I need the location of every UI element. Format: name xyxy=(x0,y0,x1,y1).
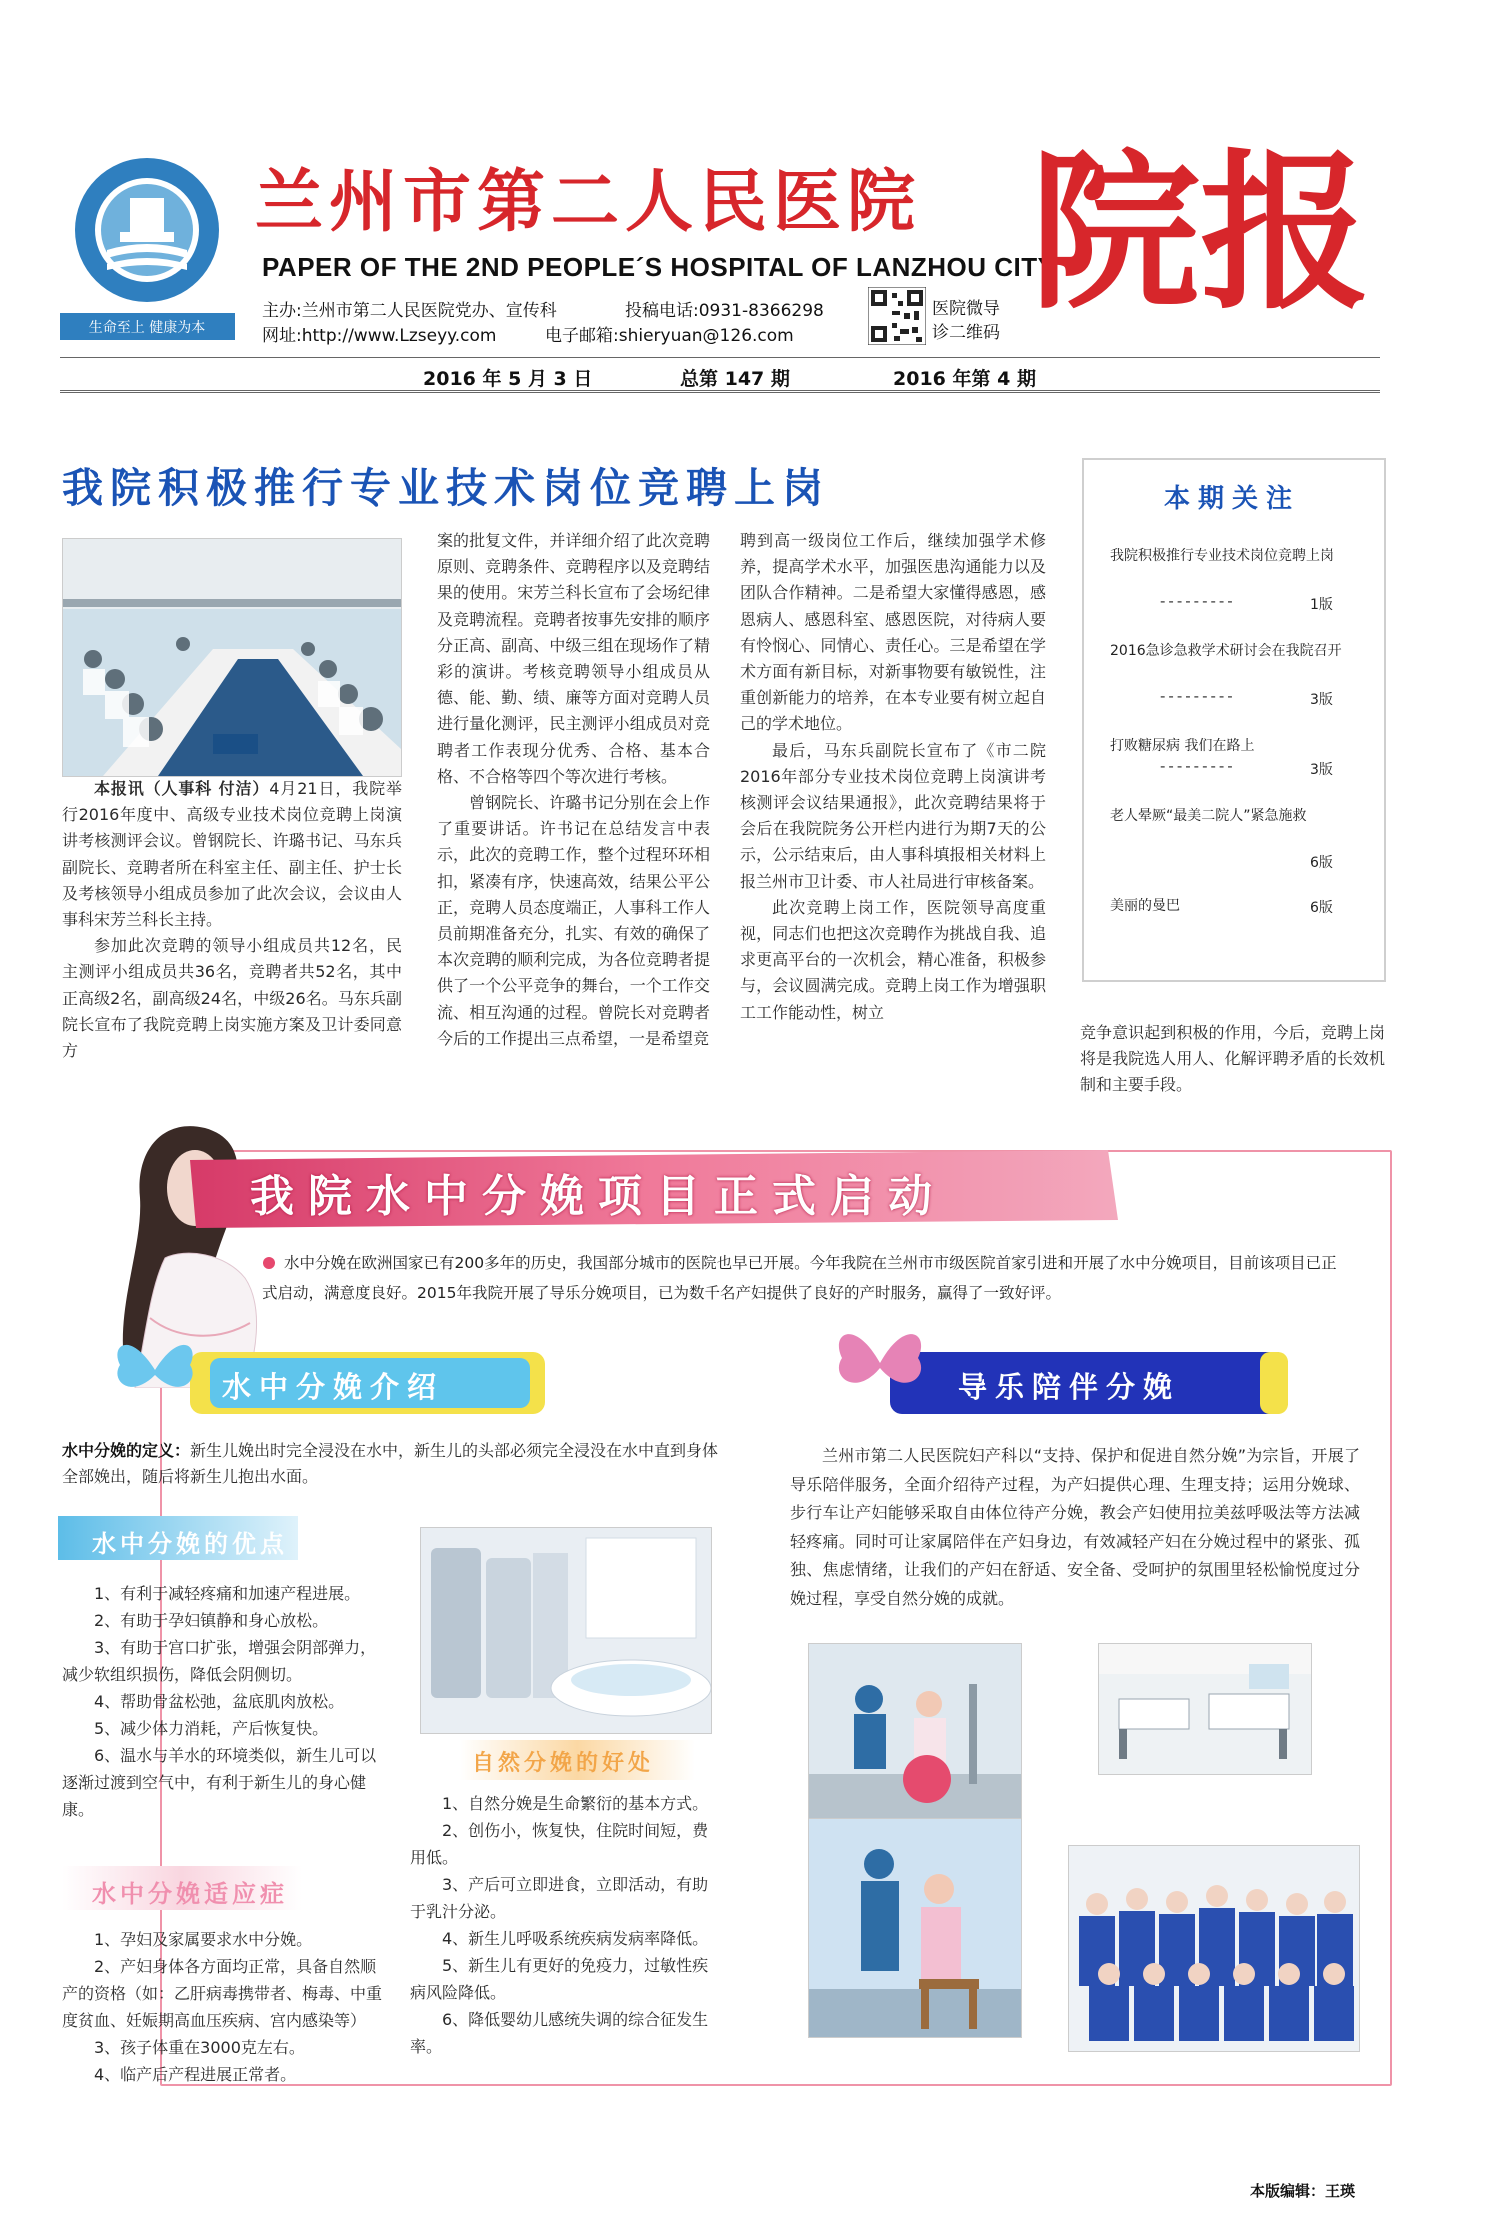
list-item: 2、创伤小，恢复快，住院时间短，费用低。 xyxy=(410,1821,709,1867)
hospital-logo xyxy=(60,150,235,340)
highlight-item[interactable]: 美丽的曼巴 xyxy=(1110,898,1180,914)
article-paragraph: 4月21日，我院举行2016年度中、高级专业技术岗位竞聘上岗演讲考核测评会议。曾钢院长、许璐书记、马东兵副院长、竞聘者所在科室主任、副主任、护士长及考核领导小组成员参加了此次会议，会议由人事科宋芳兰科长主持。 xyxy=(62,779,402,930)
indications-heading: 水中分娩适应症 xyxy=(92,1880,288,1908)
advantages-heading: 水中分娩的优点 xyxy=(92,1530,288,1558)
leader-dots: --------- xyxy=(1160,757,1236,775)
issue-number: 2016 年第 4 期 xyxy=(893,368,1036,390)
highlight-item[interactable]: 2016急诊急救学术研讨会在我院召开 xyxy=(1110,643,1342,659)
highlights-title: 本期关注 xyxy=(1163,484,1300,514)
definition-text: 新生儿娩出时完全浸没在水中，新生儿的头部必须完全浸没在水中直到身体全部娩出，随后将新生儿抱出水面。 xyxy=(62,1441,719,1486)
natural-heading: 自然分娩的好处 xyxy=(472,1751,655,1776)
hospital-name-en: PAPER OF THE 2ND PEOPLE´S HOSPITAL OF LANZHOU CITY xyxy=(262,252,1056,282)
list-item: 3、有助于宫口扩张，增强会阴部弹力，减少软组织损伤，降低会阴侧切。 xyxy=(62,1638,377,1684)
article-paragraph: 曾钢院长、许璐书记分别在会上作了重要讲话。许书记在总结发言中表示，此次的竞聘工作，整个过程环环相扣，紧凑有序，快速高效，结果公平公正，竞聘人员态度端正，人事科工作人员前期准备充分，扎实、有效的确保了本次竞聘的顺利完成，为各位竞聘者提供了一个公平竞争的舞台，一个工作交流、相互沟通的过程。曾院长对竞聘者今后的工作提出三点希望，一是希望竞 xyxy=(437,793,710,1048)
qr-label: 医院微导 xyxy=(932,299,1000,319)
highlight-page: 6版 xyxy=(1310,900,1333,916)
list-item: 6、降低婴幼儿感统失调的综合征发生率。 xyxy=(410,2010,709,2056)
highlight-page: 3版 xyxy=(1310,692,1333,708)
highlight-item[interactable]: 打败糖尿病 我们在路上 xyxy=(1110,738,1255,754)
doula-support-photo xyxy=(808,1818,1022,2038)
highlight-page: 1版 xyxy=(1310,597,1333,613)
hospital-name: 兰州市第二人民医院 xyxy=(255,162,922,242)
website-link[interactable]: 网址:http://www.Lzseyy.com xyxy=(262,326,497,346)
doula-text: 兰州市第二人民医院妇产科以“支持、保护和促进自然分娩”为宗旨，开展了导乐陪伴服务，全面介绍待产过程，为产妇提供心理、生理支持；运用分娩球、步行车让产妇能够采取自由体位待产分娩，教会产妇使用拉美兹呼吸法等方法减轻疼痛。同时可让家属陪伴在产妇身边，有效减轻产妇在分娩过程中的紧张、孤独、焦虑情绪，让我们的产妇在舒适、安全备、受呵护的氛围里轻松愉悦度过分娩过程，享受自然分娩的成就。 xyxy=(790,1446,1360,1608)
article-paragraph: 最后，马东兵副院长宣布了《市二院2016年部分专业技术岗位竞聘上岗演讲考核测评会议结果通报》，此次竞聘结果将于会后在我院院务公开栏内进行为期7天的公示，公示结束后，由人事科填报相关材料上报兰州市卫计委、市人社局进行审核备案。 xyxy=(740,740,1046,891)
list-item: 1、孕妇及家属要求水中分娩。 xyxy=(94,1930,313,1949)
birthing-pool-photo xyxy=(420,1527,712,1734)
waterbirth-intro: 水中分娩在欧洲国家已有200多年的历史，我国部分城市的医院也早已开展。今年我院在兰州市市级医院首家引进和开展了水中分娩项目，目前该项目已正式启动，满意度良好。2015年我院开展了导乐分娩项目，已为数千名产妇提供了良好的产时服务，赢得了一致好评。 xyxy=(262,1254,1337,1302)
article-headline: 我院积极推行专业技术岗位竞聘上岗 xyxy=(62,464,830,512)
list-item: 6、温水与羊水的环境类似，新生儿可以逐渐过渡到空气中，有利于新生儿的身心健康。 xyxy=(62,1746,377,1819)
list-item: 2、产妇身体各方面均正常，具备自然顺产的资格（如：乙肝病毒携带者、梅毒、中重度贫血、妊娠期高血压疾病、宫内感染等） xyxy=(62,1957,383,2030)
butterfly-icon xyxy=(110,1330,200,1410)
article-paragraph: 案的批复文件，并详细介绍了此次竞聘原则、竞聘条件、竞聘程序以及竞聘结果的使用。宋芳兰科长宣布了会场纪律及竞聘流程。竞聘者按事先安排的顺序分正高、副高、中级三组在现场作了精彩的演讲。考核竞聘领导小组成员从德、能、勤、绩、廉等方面对竞聘人员进行量化测评，民主测评小组成员对竞聘者工作表现分优秀、合格、基本合格、不合格等四个等次进行考核。 xyxy=(437,531,710,786)
paper-name: 院报 xyxy=(1030,133,1371,333)
sponsor-line: 主办:兰州市第二人民医院党办、宣传科 xyxy=(262,301,557,321)
natural-list xyxy=(410,1790,710,2060)
list-item: 4、帮助骨盆松弛，盆底肌肉放松。 xyxy=(94,1692,345,1711)
advantages-list xyxy=(62,1580,382,1823)
article-paragraph: 此次竞聘上岗工作，医院领导高度重视，同志们也把这次竞聘作为挑战自我、追求更高平台的一次机会，精心准备，积极参与，会议圆满完成。竞聘上岗工作为增强职工工作能动性，树立 xyxy=(740,897,1046,1022)
birth-ball-photo xyxy=(808,1643,1022,1820)
indications-list xyxy=(62,1926,382,2088)
article-lead: 本报讯（人事科 付洁） xyxy=(94,779,270,798)
list-item: 3、产后可立即进食，立即活动，有助于乳汁分泌。 xyxy=(410,1875,709,1921)
page-editor: 本版编辑：王瑛 xyxy=(1250,2182,1356,2200)
logo-motto: 生命至上 健康为本 xyxy=(88,320,206,336)
article-column-3 xyxy=(740,528,1046,1026)
highlight-page: 3版 xyxy=(1310,762,1333,778)
list-item: 4、临产后产程进展正常者。 xyxy=(94,2065,297,2084)
list-item: 3、孩子体重在3000克左右。 xyxy=(94,2038,305,2057)
waterbirth-headline: 我院水中分娩项目正式启动 xyxy=(250,1171,946,1222)
list-item: 5、减少体力消耗，产后恢复快。 xyxy=(94,1719,329,1738)
article-paragraph: 聘到高一级岗位工作后，继续加强学术修养，提高学术水平，加强医患沟通能力以及团队合作精神。二是希望大家懂得感恩，感恩病人、感恩科室、感恩医院，对待病人要有怜悯心、同情心、责任心。三是希望在学术方面有新目标，对新事物要有敏锐性，注重创新能力的培养，在本专业要有树立起自己的学术地位。 xyxy=(740,531,1046,734)
butterfly-icon xyxy=(830,1318,930,1408)
list-item: 5、新生儿有更好的免疫力，过敏性疾病风险降低。 xyxy=(410,1956,709,2002)
list-item: 4、新生儿呼吸系统疾病发病率降低。 xyxy=(442,1929,709,1948)
article-continuation: 竞争意识起到积极的作用，今后，竞聘上岗将是我院选人用人、化解评聘矛盾的长效机制和主要手段。 xyxy=(1080,1023,1385,1094)
article-column-1 xyxy=(62,776,402,1064)
article-paragraph: 参加此次竞聘的领导小组成员共12名，民主测评小组成员共36名，竞聘者共52名，其中正高级2名，副高级24名，中级26名。马东兵副院长宣布了我院竞聘上岗实施方案及卫计委同意方 xyxy=(62,936,402,1061)
article-column-2 xyxy=(437,528,710,1052)
qr-label: 诊二维码 xyxy=(932,323,1000,343)
ward-photo xyxy=(1098,1643,1312,1775)
dateline-divider xyxy=(60,390,1380,393)
list-item: 2、有助于孕妇镇静和身心放松。 xyxy=(94,1611,329,1630)
doula-heading: 导乐陪伴分娩 xyxy=(958,1370,1181,1404)
list-item: 1、自然分娩是生命繁衍的基本方式。 xyxy=(442,1794,709,1813)
masthead-divider xyxy=(60,357,1380,358)
intro-heading: 水中分娩介绍 xyxy=(222,1370,445,1404)
definition-label: 水中分娩的定义： xyxy=(62,1441,191,1460)
waterbirth-definition xyxy=(62,1438,730,1490)
list-item: 1、有利于减轻疼痛和加速产程进展。 xyxy=(94,1584,361,1603)
highlight-page: 6版 xyxy=(1310,855,1333,871)
issue-total: 总第 147 期 xyxy=(680,368,790,390)
leader-dots: --------- xyxy=(1160,687,1236,705)
highlight-item[interactable]: 我院积极推行专业技术岗位竞聘上岗 xyxy=(1110,548,1334,564)
phone-line: 投稿电话:0931-8366298 xyxy=(625,301,824,321)
qr-code-icon xyxy=(868,287,926,345)
highlight-item[interactable]: 老人晕厥“最美二院人”紧急施救 xyxy=(1110,808,1307,824)
issue-date: 2016 年 5 月 3 日 xyxy=(423,368,593,390)
email-link[interactable]: 电子邮箱:shieryuan@126.com xyxy=(545,326,794,346)
midwife-team-photo xyxy=(1068,1845,1360,2052)
leader-dots: --------- xyxy=(1160,592,1236,610)
meeting-photo xyxy=(62,538,402,777)
